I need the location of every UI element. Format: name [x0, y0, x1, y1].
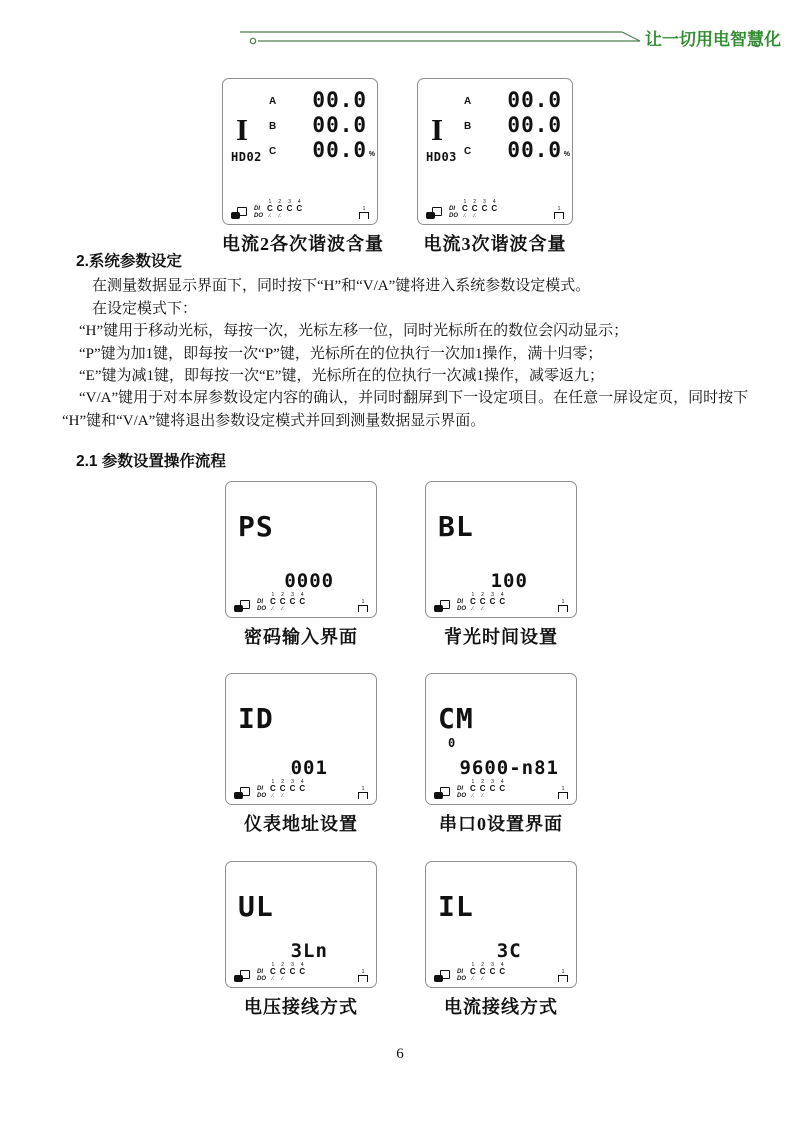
di-label: DI	[257, 786, 263, 792]
channel-indicator: 3 C	[489, 962, 496, 976]
lcd-value: 001	[290, 757, 328, 779]
phase-row	[269, 111, 367, 136]
phase-row	[269, 136, 375, 162]
lcd-panel	[225, 673, 377, 805]
panel-caption: 串口0设置界面	[439, 814, 563, 834]
percent-unit: %	[368, 151, 375, 158]
panel-caption: 电流接线方式	[444, 997, 558, 1017]
lcd-panel	[225, 481, 377, 618]
lcd-panel	[417, 78, 573, 225]
panel-group-harmonic-2	[222, 78, 384, 256]
plug-icon	[434, 970, 450, 982]
paragraph: “P”键为加1键，即每按一次“P”键，光标所在的位执行一次加1操作，满十归零；	[79, 345, 603, 362]
do-label: DO	[457, 975, 466, 982]
channel-indicator: 4 C	[296, 199, 303, 213]
pulse-icon: 1	[554, 207, 564, 219]
channel-indicator: 3 C	[289, 592, 296, 606]
lcd-main-code: UL	[238, 890, 274, 923]
di-label: DI	[457, 786, 463, 792]
pulse-icon: 1	[358, 970, 368, 982]
do-label: DO	[257, 792, 266, 799]
lcd-main-code: CM	[438, 702, 474, 735]
lcd-status-bar	[234, 779, 368, 799]
phase-row	[464, 86, 562, 111]
lcd-status-bar	[434, 592, 568, 612]
phase-label: B	[269, 121, 277, 132]
channel-indicator: 4 C	[499, 962, 506, 976]
channel-indicator: 1 C ∕.	[470, 962, 476, 982]
panel-group-backlight	[425, 481, 577, 649]
panel-group-voltage-wiring	[225, 861, 377, 1019]
lcd-value: 3Ln	[290, 940, 328, 962]
lcd-value: 9600-n81	[459, 757, 559, 779]
channel-indicator: 2 C ∕.	[276, 199, 283, 219]
do-label: DO	[257, 605, 266, 612]
lcd-mode-code: HD02	[231, 150, 262, 164]
lcd-phase-rows	[464, 86, 570, 162]
di-do-indicators	[257, 963, 305, 982]
header-slogan: 让一切用电智慧化	[645, 30, 781, 49]
panel-caption: 电流3次谐波含量	[423, 234, 567, 254]
current-symbol: I	[236, 112, 249, 147]
header-line-diagonal	[622, 32, 640, 41]
panel-group-serial	[425, 673, 577, 836]
lcd-value: 00.0	[507, 88, 562, 112]
panel-caption: 密码输入界面	[244, 627, 358, 647]
paragraph: 在设定模式下：	[92, 300, 198, 317]
channel-indicator: 2 C ∕.	[471, 199, 478, 219]
phase-label: B	[464, 121, 472, 132]
channel-indicator: 1 C ∕.	[270, 779, 276, 799]
do-label: DO	[457, 792, 466, 799]
pulse-icon: 1	[558, 970, 568, 982]
lcd-main-code: BL	[438, 510, 474, 543]
channel-indicator: 1 C ∕.	[270, 592, 276, 612]
lcd-panel	[425, 861, 577, 988]
pulse-icon: 1	[358, 787, 368, 799]
section-text	[62, 251, 752, 474]
di-do-indicators	[257, 780, 305, 799]
paragraph: “V/A”键用于对本屏参数设定内容的确认，并同时翻屏到下一设定项目。在任意一屏设定页，同时按下	[79, 390, 749, 407]
di-label: DI	[457, 969, 463, 975]
lcd-value: 3C	[496, 940, 522, 962]
di-do-indicators	[254, 200, 302, 219]
lcd-value: 00.0	[312, 88, 367, 112]
channel-indicator: 3 C	[286, 199, 293, 213]
do-label: DO	[254, 212, 263, 219]
di-do-indicators	[457, 780, 505, 799]
channel-indicator: 2 C ∕.	[479, 962, 486, 982]
channel-indicator: 4 C	[299, 779, 306, 793]
di-do-indicators	[449, 200, 497, 219]
channel-indicator: 2 C ∕.	[279, 962, 286, 982]
lcd-status-bar	[434, 779, 568, 799]
channel-indicator: 4 C	[499, 779, 506, 793]
phase-label: A	[464, 96, 472, 107]
do-label: DO	[257, 975, 266, 982]
lcd-panel	[425, 481, 577, 618]
channel-indicator: 3 C	[289, 779, 296, 793]
pulse-icon: 1	[558, 787, 568, 799]
di-label: DI	[254, 206, 260, 212]
section-heading: 2.系统参数设定	[76, 253, 182, 270]
channel-indicator: 2 C ∕.	[479, 779, 486, 799]
plug-icon	[434, 787, 450, 799]
channel-indicator: 3 C	[489, 779, 496, 793]
channel-indicator: 3 C	[481, 199, 488, 213]
panel-group-password	[225, 481, 377, 649]
lcd-status-bar	[234, 962, 368, 982]
di-label: DI	[457, 599, 463, 605]
panel-caption: 电压接线方式	[244, 997, 358, 1017]
current-symbol: I	[431, 112, 444, 147]
channel-indicator: 1 C ∕.	[462, 199, 468, 219]
channel-indicator: 3 C	[289, 962, 296, 976]
phase-label: C	[464, 146, 472, 157]
lcd-value: 00.0	[312, 113, 367, 137]
phase-row	[464, 111, 562, 136]
channel-indicator: 1 C ∕.	[267, 199, 273, 219]
lcd-panel	[222, 78, 378, 225]
pulse-icon: 1	[359, 207, 369, 219]
channel-indicator: 1 C ∕.	[270, 962, 276, 982]
channel-indicator: 4 C	[299, 962, 306, 976]
subsection-heading: 2.1 参数设置操作流程	[76, 453, 226, 471]
paragraph: 在测量数据显示界面下，同时按下“H”和“V/A”键将进入系统参数设定模式。	[92, 278, 591, 295]
lcd-value: 00.0	[507, 138, 562, 162]
di-do-indicators	[457, 963, 505, 982]
paragraph: “H”键和“V/A”键将退出参数设定模式并回到测量数据显示界面。	[62, 412, 486, 429]
phase-label: C	[269, 146, 277, 157]
plug-icon	[234, 787, 250, 799]
channel-indicator: 2 C ∕.	[279, 592, 286, 612]
lcd-main-code: PS	[238, 510, 274, 543]
lcd-value: 100	[490, 570, 528, 592]
lcd-status-bar	[231, 199, 369, 219]
do-label: DO	[457, 605, 466, 612]
panel-group-address	[225, 673, 377, 836]
channel-indicator: 4 C	[499, 592, 506, 606]
plug-icon	[234, 970, 250, 982]
channel-indicator: 4 C	[299, 592, 306, 606]
lcd-value: 00.0	[312, 138, 367, 162]
channel-indicator: 3 C	[489, 592, 496, 606]
lcd-sub-code: 0	[448, 736, 456, 750]
channel-indicator: 1 C ∕.	[470, 592, 476, 612]
di-label: DI	[257, 969, 263, 975]
page-number: 6	[396, 1046, 404, 1062]
phase-row	[464, 136, 570, 162]
lcd-panel	[425, 673, 577, 805]
lcd-mode-code: HD03	[426, 150, 457, 164]
header-rule	[0, 0, 800, 60]
panel-caption: 电流2各次谐波含量	[222, 234, 384, 254]
panel-caption: 背光时间设置	[444, 627, 558, 647]
lcd-main-code: ID	[238, 702, 274, 735]
lcd-status-bar	[434, 962, 568, 982]
plug-icon	[426, 207, 442, 219]
lcd-status-bar	[426, 199, 564, 219]
header-end-circle-left	[250, 38, 255, 43]
pulse-icon: 1	[358, 600, 368, 612]
channel-indicator: 2 C ∕.	[479, 592, 486, 612]
phase-label: A	[269, 96, 277, 107]
lcd-main-code: IL	[438, 890, 474, 923]
panel-group-harmonic-3	[417, 78, 573, 256]
channel-indicator: 1 C ∕.	[470, 779, 476, 799]
di-do-indicators	[257, 593, 305, 612]
panel-caption: 仪表地址设置	[244, 814, 358, 834]
plug-icon	[234, 600, 250, 612]
plug-icon	[231, 207, 247, 219]
lcd-status-bar	[234, 592, 368, 612]
channel-indicator: 4 C	[491, 199, 498, 213]
di-label: DI	[257, 599, 263, 605]
phase-row	[269, 86, 367, 111]
panel-group-current-wiring	[425, 861, 577, 1019]
lcd-value: 00.0	[507, 113, 562, 137]
lcd-value: 0000	[284, 570, 335, 592]
channel-indicator: 2 C ∕.	[279, 779, 286, 799]
percent-unit: %	[563, 151, 570, 158]
pulse-icon: 1	[558, 600, 568, 612]
di-label: DI	[449, 206, 455, 212]
di-do-indicators	[457, 593, 505, 612]
lcd-phase-rows	[269, 86, 375, 162]
plug-icon	[434, 600, 450, 612]
lcd-panel	[225, 861, 377, 988]
paragraph: “H”键用于移动光标，每按一次，光标左移一位，同时光标所在的数位会闪动显示；	[79, 323, 629, 340]
paragraph: “E”键为减1键，即每按一次“E”键，光标所在的位执行一次减1操作，减零返九；	[79, 368, 604, 385]
do-label: DO	[449, 212, 458, 219]
